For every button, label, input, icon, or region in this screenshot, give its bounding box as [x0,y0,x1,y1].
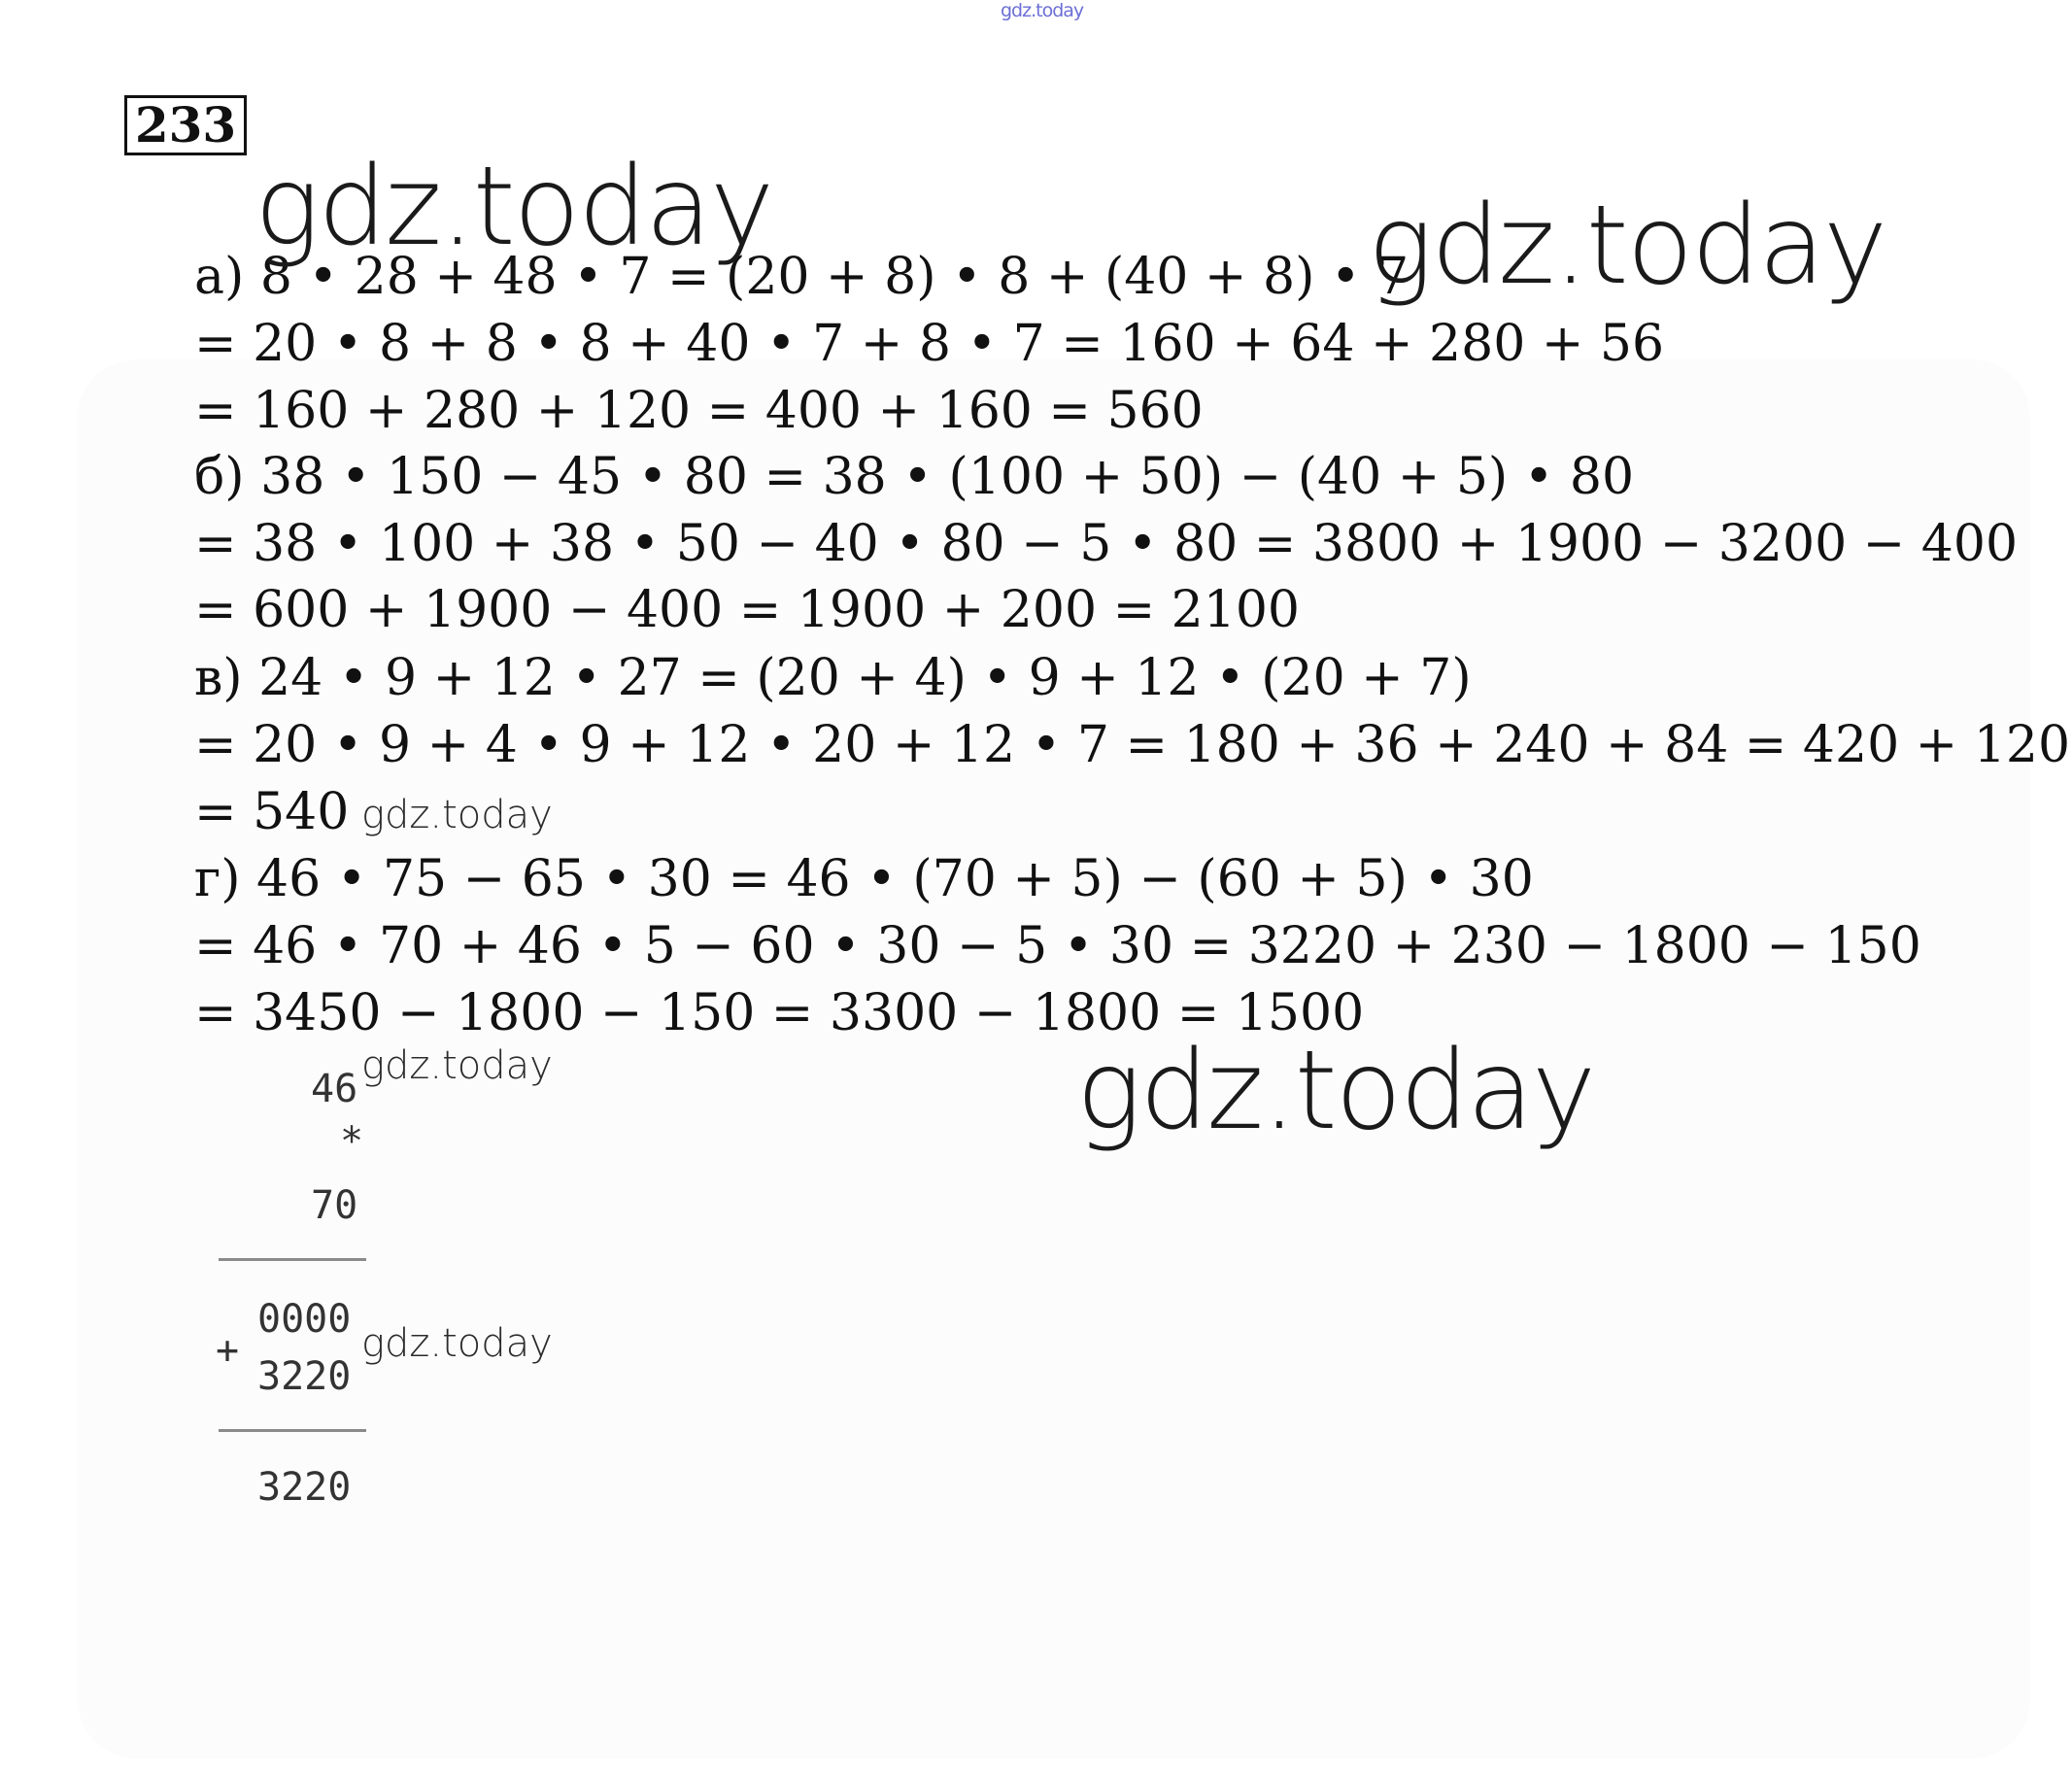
calc-plus: + [216,1328,240,1373]
solution-a-line-2: = 20 • 8 + 8 • 8 + 40 • 7 + 8 • 7 = 160 + 64 + 280 + 56 [194,315,1665,373]
calc-rule-1 [219,1258,366,1261]
solution-g-line-2: = 46 • 70 + 46 • 5 − 60 • 30 − 5 • 30 = 3220 + 230 − 1800 − 150 [194,917,1921,975]
watermark-small-2: gdz.today [361,1043,553,1088]
calc-result: 3220 [257,1465,352,1510]
solution-b-line-1: б) 38 • 150 − 45 • 80 = 38 • (100 + 50) − (40 + 5) • 80 [194,448,1635,506]
calc-operator: * [340,1119,364,1164]
task-number-box: 233 [124,95,247,155]
watermark-large-1: gdz.today [255,144,773,270]
solution-a-line-3: = 160 + 280 + 120 = 400 + 160 = 560 [194,382,1204,440]
calc-multiplicand: 46 [311,1067,358,1111]
solution-v-line-1: в) 24 • 9 + 12 • 27 = (20 + 4) • 9 + 12 • (20 + 7) [194,649,1472,707]
watermark-small-3: gdz.today [361,1321,553,1366]
watermark-large-2: gdz.today [1368,183,1886,309]
solution-v-line-2: = 20 • 9 + 4 • 9 + 12 • 20 + 12 • 7 = 180 + 36 + 240 + 84 = 420 + 120 [194,716,2071,774]
calc-partial-1: 0000 [257,1297,352,1342]
watermark-small-1: gdz.today [361,793,553,837]
calc-rule-2 [219,1429,366,1432]
solution-v-line-3: = 540 [194,783,350,841]
calc-partial-2: 3220 [257,1354,352,1399]
site-mark: gdz.today [1001,0,1084,21]
solution-b-line-2: = 38 • 100 + 38 • 50 − 40 • 80 − 5 • 80 = 3800 + 1900 − 3200 − 400 [194,515,2019,573]
solution-a-line-1: а) 8 • 28 + 48 • 7 = (20 + 8) • 8 + (40 + 8) • 7 [194,248,1410,306]
solution-b-line-3: = 600 + 1900 − 400 = 1900 + 200 = 2100 [194,581,1301,639]
solution-g-line-1: г) 46 • 75 − 65 • 30 = 46 • (70 + 5) − (60 + 5) • 30 [194,850,1534,908]
watermark-large-3: gdz.today [1076,1028,1595,1154]
solution-g-line-3: = 3450 − 1800 − 150 = 3300 − 1800 = 1500 [194,984,1365,1042]
calc-multiplier: 70 [311,1183,358,1228]
